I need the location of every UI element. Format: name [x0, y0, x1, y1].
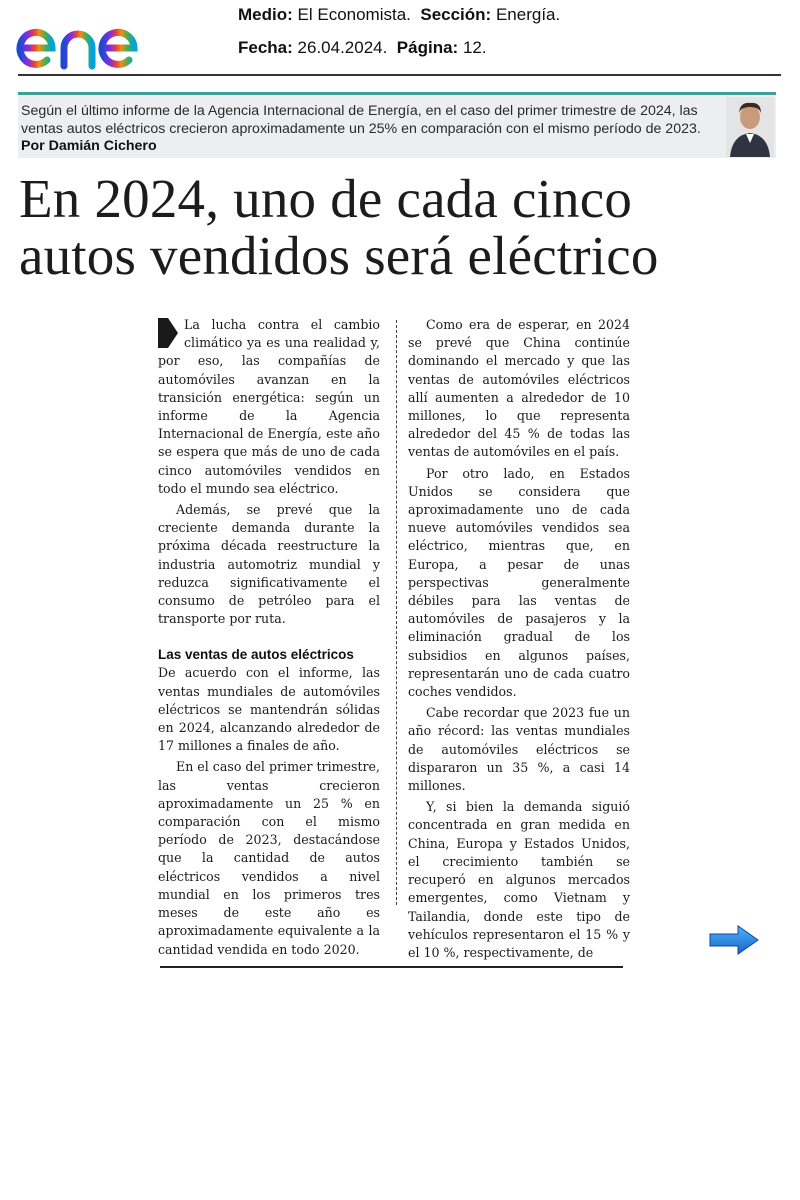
lead-text: [21, 103, 711, 156]
pagina-value: 12.: [462, 38, 487, 57]
medio-label: Medio:: [238, 5, 293, 24]
col1-paragraph-4: En el caso del primer trimestre, las ventas crecieron aproximadamente un 25 % en comparación con el mismo período de 2023, destacándose que la cantidad de autos eléctricos vendidos a nivel mundial en los primeros tres meses de este año es aproximadamente equivalente a la cantidad vendida en todo 2020.: [158, 759, 380, 957]
section-subhead: Las ventas de autos eléctricos: [158, 647, 354, 663]
seccion-label: Sección:: [420, 5, 492, 24]
lead-author: Por Damián Cichero: [21, 138, 157, 154]
fecha-value: 26.04.2024.: [297, 38, 388, 57]
headline-line-1: En 2024, uno de cada cinco: [19, 168, 633, 229]
fecha-label: Fecha:: [238, 38, 293, 57]
col1-paragraph-1: La lucha contra el cambio climático ya es una realidad y, por eso, las compañías de automóviles avanzan en la transición energética: según un informe de la Agencia Internacional de Energía, este año se espera que más de uno de cada cinco automóviles vendidos en todo el mundo sea eléctrico.: [158, 317, 380, 496]
col1-paragraph-3: De acuerdo con el informe, las ventas mundiales de automóviles eléctricos se mantendrán sólidas en 2024, alcanzando alrededor de 17 millones a finales de año.: [158, 665, 380, 754]
drop-marker-icon: [158, 318, 178, 348]
col2-paragraph-3: Cabe recordar que 2023 fue un año récord: las ventas mundiales de automóviles eléctricos se dispararon un 35 %, a casi 14 millones.: [408, 705, 630, 794]
right-arrow-icon[interactable]: [708, 924, 760, 956]
author-photo: [726, 97, 774, 157]
col2-paragraph-1: Como era de esperar, en 2024 se prevé que China continúe dominando el mercado y que las ventas de automóviles eléctricos allí aumenten a alrededor de 10 millones, lo que representa alrededor del 45 % de todas las ventas de automóviles en el país.: [408, 317, 630, 460]
header-divider: [18, 74, 781, 76]
col2-paragraph-4: Y, si bien la demanda siguió concentrada en gran medida en China, Europa y Estados Unidos, el crecimiento también se recuperó en algunos mercados emergentes, como Vietnam y Tailandia, donde este tipo de vehículos representaron el 15 % y el 10 %, respectivamente, de: [408, 799, 630, 960]
lead-box: [18, 92, 776, 158]
pagina-label: Página:: [396, 38, 459, 57]
col2-paragraph-2: Por otro lado, en Estados Unidos se considera que aproximadamente uno de cada nueve automóviles vendidos sea eléctrico, mientras que, en Europa, a pesar de unas perspectivas generalmente débiles para las ventas de automóviles de pasajeros y la eliminación gradual de los subsidios en algunos países, representarán uno de cada cuatro coches vendidos.: [408, 465, 630, 700]
seccion-value: Energía.: [495, 5, 561, 24]
column-divider: [396, 320, 397, 905]
headline: [19, 170, 789, 284]
article-column-1: [158, 316, 380, 959]
meta-line-medio: [238, 5, 560, 25]
enel-logo: [16, 8, 182, 72]
meta-line-fecha: [238, 38, 487, 58]
article-column-2: [408, 316, 630, 962]
col1-paragraph-2: Además, se prevé que la creciente demanda durante la próxima década reestructure la industria automotriz mundial y reduzca significativamente el consumo de petróleo para el transporte por ruta.: [158, 502, 380, 627]
bottom-divider: [160, 966, 623, 968]
headline-line-2: autos vendidos será eléctrico: [19, 225, 659, 286]
medio-value: El Economista.: [297, 5, 411, 24]
lead-summary: Según el último informe de la Agencia Internacional de Energía, en el caso del primer trimestre de 2024, las ventas autos eléctricos crecieron aproximadamente un 25% en comparación con el mismo período de 2023.: [21, 103, 701, 137]
